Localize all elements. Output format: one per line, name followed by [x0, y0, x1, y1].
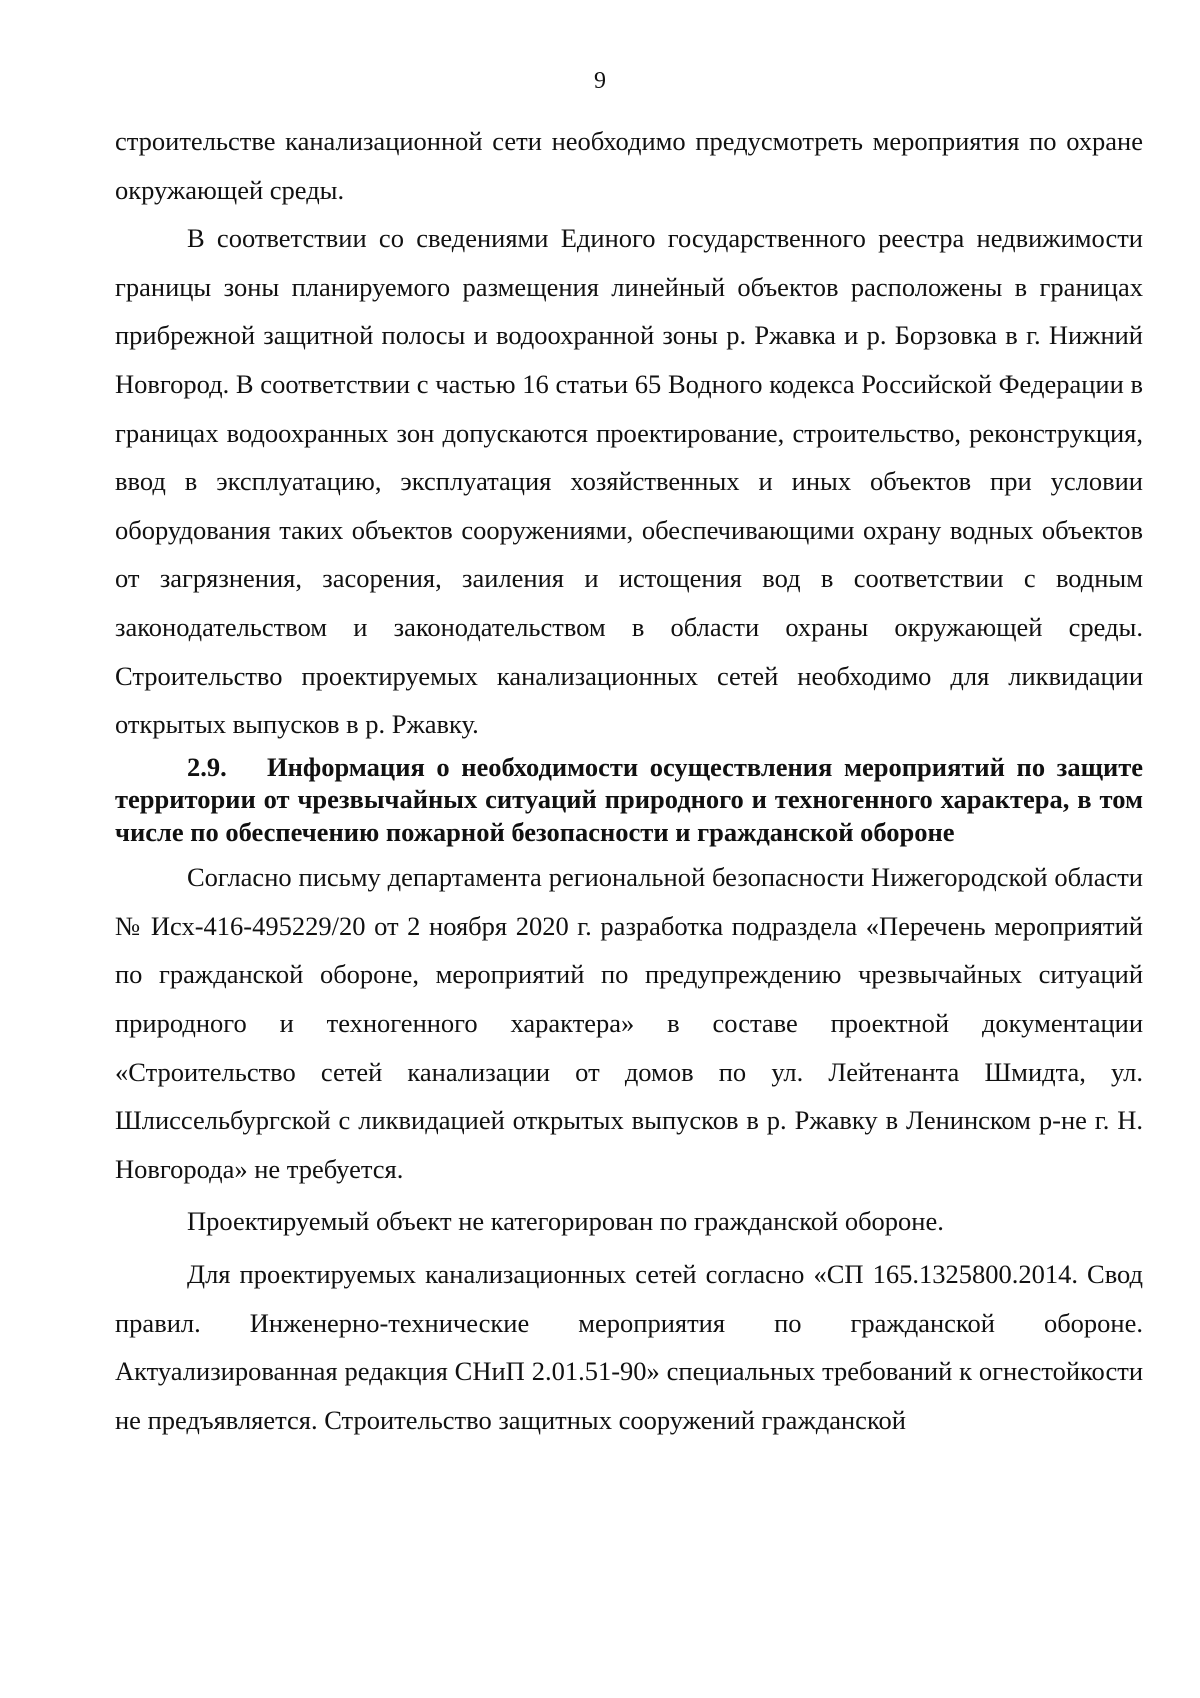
paragraph-civil-defense-category: Проектируемый объект не категорирован по гражданской обороне. — [187, 1206, 944, 1237]
section-heading — [115, 751, 1143, 849]
paragraph-water-protection-zone: В соответствии со сведениями Единого государственного реестра недвижимости границы зоны планируемого размещения линейный объектов расположены в границах прибрежной защитной полосы и водоохранной зоны р. Ржавка и р. Борзовка в г. Нижний Новгород. В соответствии с частью 16 статьи 65 Водного кодекса Российской Федерации в границах водоохранных зон допускаются проектирование, строительство, реконструкция, ввод в эксплуатацию, эксплуатация хозяйственных и иных объектов при условии оборудования таких объектов сооружениями, обеспечивающими охрану водных объектов от загрязнения, засорения, заиления и истощения вод в соответствии с водным законодательством и законодательством в области охраны окружающей среды. Строительство проектируемых канализационных сетей необходимо для ликвидации открытых выпусков в р. Ржавку. — [115, 223, 1143, 740]
section-number: 2.9. — [187, 751, 227, 782]
page-number: 9 — [594, 68, 606, 94]
section-title: Информация о необходимости осуществления мероприятий по защите территории от чрезвычайных ситуаций природного и техногенного характера, в том числе по обеспечению пожарной безопасности и гражданской обороне — [115, 751, 1143, 847]
paragraph-department-letter: Согласно письму департамента региональной безопасности Нижегородской области № Исх-416-495229/20 от 2 ноября 2020 г. разработка подраздела «Перечень мероприятий по гражданской обороне, мероприятий по предупреждению чрезвычайных ситуаций природного и техногенного характера» в составе проектной документации «Строительство сетей канализации от домов по ул. Лейтенанта Шмидта, ул. Шлиссельбургской с ликвидацией открытых выпусков в р. Ржавку в Ленинском р-не г. Н. Новгорода» не требуется. — [115, 862, 1143, 1184]
page-content — [115, 117, 1143, 1444]
paragraph-continuation: строительстве канализационной сети необходимо предусмотреть мероприятия по охране окружающей среды. — [115, 126, 1143, 205]
paragraph-fire-resistance: Для проектируемых канализационных сетей согласно «СП 165.1325800.2014. Свод правил. Инженерно-технические мероприятия по гражданской обороне. Актуализированная редакция СНиП 2.01.51-90» специальных требований к огнестойкости не предъявляется. Строительство защитных сооружений гражданской — [115, 1258, 1143, 1435]
